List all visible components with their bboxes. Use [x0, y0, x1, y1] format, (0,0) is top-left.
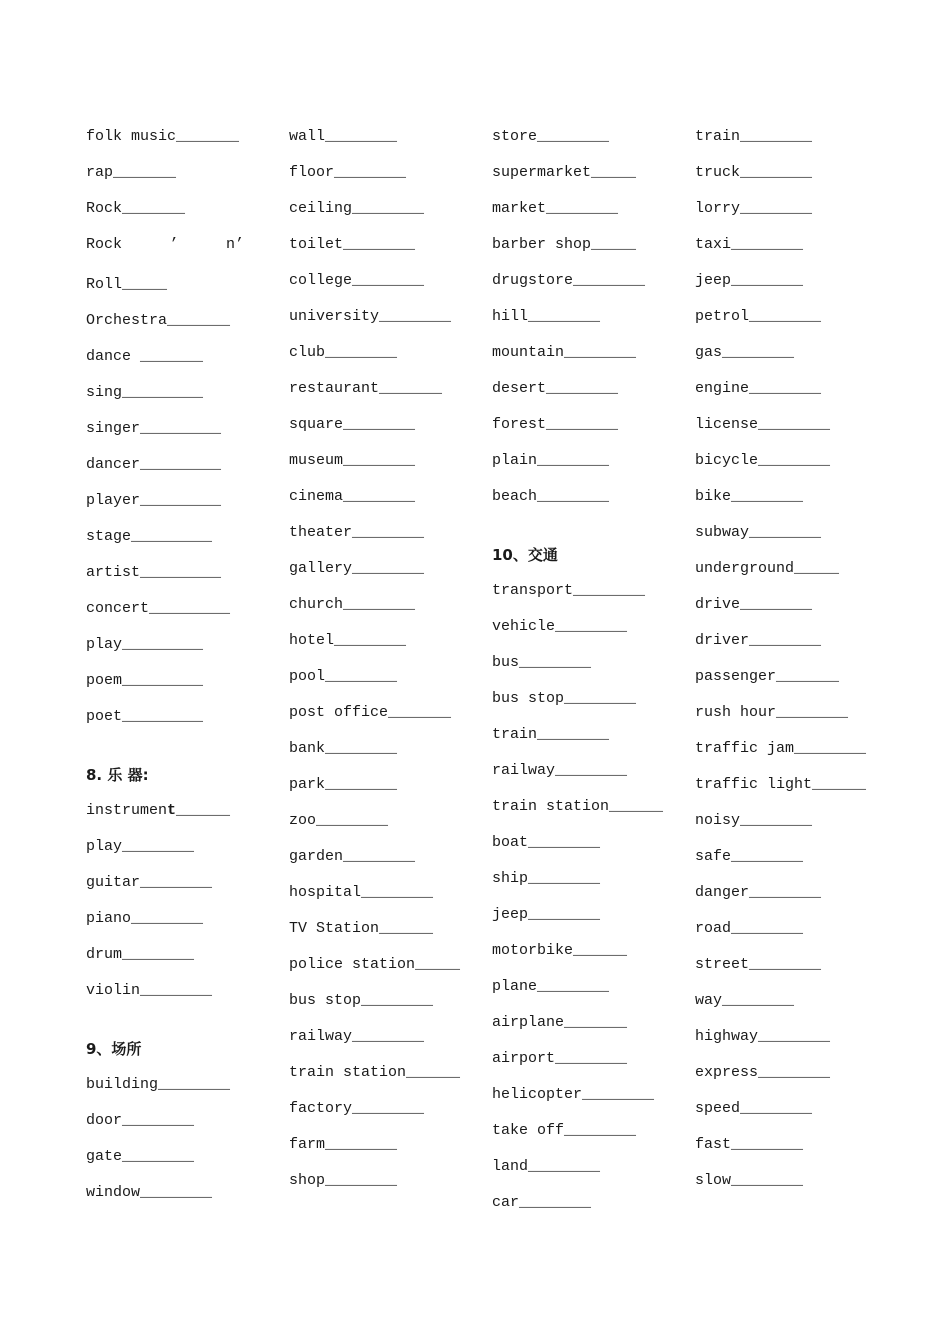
word-item: safe________: [695, 848, 804, 865]
word-item: folk music_______: [86, 128, 240, 145]
word-item: piano________: [86, 910, 204, 927]
n-part: n’: [225, 236, 244, 253]
column-1: [86, 124, 276, 1216]
word-item: hill________: [492, 308, 601, 325]
word-item: restaurant_______: [289, 380, 443, 397]
word-item: highway________: [695, 1028, 831, 1045]
word-item: bike________: [695, 488, 804, 505]
word-item: fast________: [695, 1136, 804, 1153]
word-item: theater________: [289, 524, 425, 541]
word-item: road________: [695, 920, 804, 937]
word-item: traffic jam________: [695, 740, 867, 757]
word-item: zoo________: [289, 812, 389, 829]
word-item: concert_________: [86, 600, 231, 617]
word-item: train station______: [492, 798, 664, 815]
word-item: danger________: [695, 884, 822, 901]
word-item: garden________: [289, 848, 416, 865]
word-item: boat________: [492, 834, 601, 851]
word-item: post office_______: [289, 704, 452, 721]
word-item: truck________: [695, 164, 813, 181]
word-item: supermarket_____: [492, 164, 637, 181]
word-item: plane________: [492, 978, 610, 995]
word-item: bus stop________: [289, 992, 434, 1009]
word-item: museum________: [289, 452, 416, 469]
column-3: [492, 124, 682, 1226]
word-item: street________: [695, 956, 822, 973]
word-item-instrument: [86, 798, 276, 834]
word-item: hospital________: [289, 884, 434, 901]
word-item: traffic light______: [695, 776, 867, 793]
word-item: hotel________: [289, 632, 407, 649]
word-item: building________: [86, 1076, 231, 1093]
word-item: store________: [492, 128, 610, 145]
word-item-rock-roll: [86, 232, 244, 272]
word-item: way________: [695, 992, 795, 1009]
word-item: lorry________: [695, 200, 813, 217]
word-item: Roll_____: [86, 276, 168, 293]
instrument-text: instrumen: [86, 802, 168, 819]
word-item: gate________: [86, 1148, 195, 1165]
word-item: bank________: [289, 740, 398, 757]
word-item: poem_________: [86, 672, 204, 689]
instrument-blank: ______: [176, 802, 231, 819]
word-item: college________: [289, 272, 425, 289]
word-item: market________: [492, 200, 619, 217]
word-item: train________: [492, 726, 610, 743]
word-item: jeep________: [695, 272, 804, 289]
word-item: subway________: [695, 524, 822, 541]
word-item: floor________: [289, 164, 407, 181]
word-item: helicopter________: [492, 1086, 655, 1103]
word-item: car________: [492, 1194, 592, 1211]
word-item: dance _______: [86, 348, 204, 365]
word-item: desert________: [492, 380, 619, 397]
word-item: farm________: [289, 1136, 398, 1153]
word-item: mountain________: [492, 344, 637, 361]
word-item: underground_____: [695, 560, 840, 577]
word-item: bicycle________: [695, 452, 831, 469]
word-item: wall________: [289, 128, 398, 145]
section-heading-transport: 10、交通: [492, 546, 558, 564]
word-item: TV Station______: [289, 920, 434, 937]
column-2: [289, 124, 479, 1204]
word-item: university________: [289, 308, 452, 325]
word-item: motorbike______: [492, 942, 628, 959]
word-item: vehicle________: [492, 618, 628, 635]
word-item: plain________: [492, 452, 610, 469]
word-item: door________: [86, 1112, 195, 1129]
word-item: barber shop_____: [492, 236, 637, 253]
word-item: artist_________: [86, 564, 222, 581]
word-item: bus stop________: [492, 690, 637, 707]
word-item: violin________: [86, 982, 213, 999]
instrument-bold-letter: t: [167, 802, 177, 819]
word-item: rap_______: [86, 164, 177, 181]
word-item: play________: [86, 838, 195, 855]
word-item: passenger_______: [695, 668, 840, 685]
word-item: gallery________: [289, 560, 425, 577]
word-item: shop________: [289, 1172, 398, 1189]
word-item: slow________: [695, 1172, 804, 1189]
word-item: forest________: [492, 416, 619, 433]
word-item: rush hour________: [695, 704, 849, 721]
word-item: pool________: [289, 668, 398, 685]
word-item: taxi________: [695, 236, 804, 253]
word-item: railway________: [289, 1028, 425, 1045]
word-item: Orchestra_______: [86, 312, 231, 329]
word-item: drugstore________: [492, 272, 646, 289]
word-item: noisy________: [695, 812, 813, 829]
apostrophe: ’: [169, 236, 179, 253]
word-item: play_________: [86, 636, 204, 653]
word-item: driver________: [695, 632, 822, 649]
word-item: express________: [695, 1064, 831, 1081]
rock-part: Rock: [86, 236, 123, 253]
word-item: park________: [289, 776, 398, 793]
word-item: bus________: [492, 654, 592, 671]
word-item: guitar________: [86, 874, 213, 891]
word-item: Rock_______: [86, 200, 186, 217]
word-item: jeep________: [492, 906, 601, 923]
word-item: singer_________: [86, 420, 222, 437]
word-item: drive________: [695, 596, 813, 613]
word-item: land________: [492, 1158, 601, 1175]
word-item: license________: [695, 416, 831, 433]
word-item: airport________: [492, 1050, 628, 1067]
word-item: sing_________: [86, 384, 204, 401]
word-item: club________: [289, 344, 398, 361]
section-heading-instruments: 8. 乐 器:: [86, 766, 149, 784]
column-4: [695, 124, 885, 1204]
word-item: speed________: [695, 1100, 813, 1117]
word-item: police station_____: [289, 956, 461, 973]
word-item: factory________: [289, 1100, 425, 1117]
word-item: engine________: [695, 380, 822, 397]
word-item: train station______: [289, 1064, 461, 1081]
word-item: ship________: [492, 870, 601, 887]
word-item: gas________: [695, 344, 795, 361]
word-item: stage_________: [86, 528, 213, 545]
word-item: ceiling________: [289, 200, 425, 217]
word-item: player_________: [86, 492, 222, 509]
word-item: church________: [289, 596, 416, 613]
word-item: cinema________: [289, 488, 416, 505]
word-item: drum________: [86, 946, 195, 963]
word-item: take off________: [492, 1122, 637, 1139]
word-item: toilet________: [289, 236, 416, 253]
word-item: square________: [289, 416, 416, 433]
word-item: beach________: [492, 488, 610, 505]
word-item: train________: [695, 128, 813, 145]
word-item: poet_________: [86, 708, 204, 725]
word-item: transport________: [492, 582, 646, 599]
word-item: railway________: [492, 762, 628, 779]
word-item: airplane_______: [492, 1014, 628, 1031]
word-item: dancer_________: [86, 456, 222, 473]
section-heading-places: 9、场所: [86, 1040, 142, 1058]
word-item: window________: [86, 1184, 213, 1201]
word-item: petrol________: [695, 308, 822, 325]
